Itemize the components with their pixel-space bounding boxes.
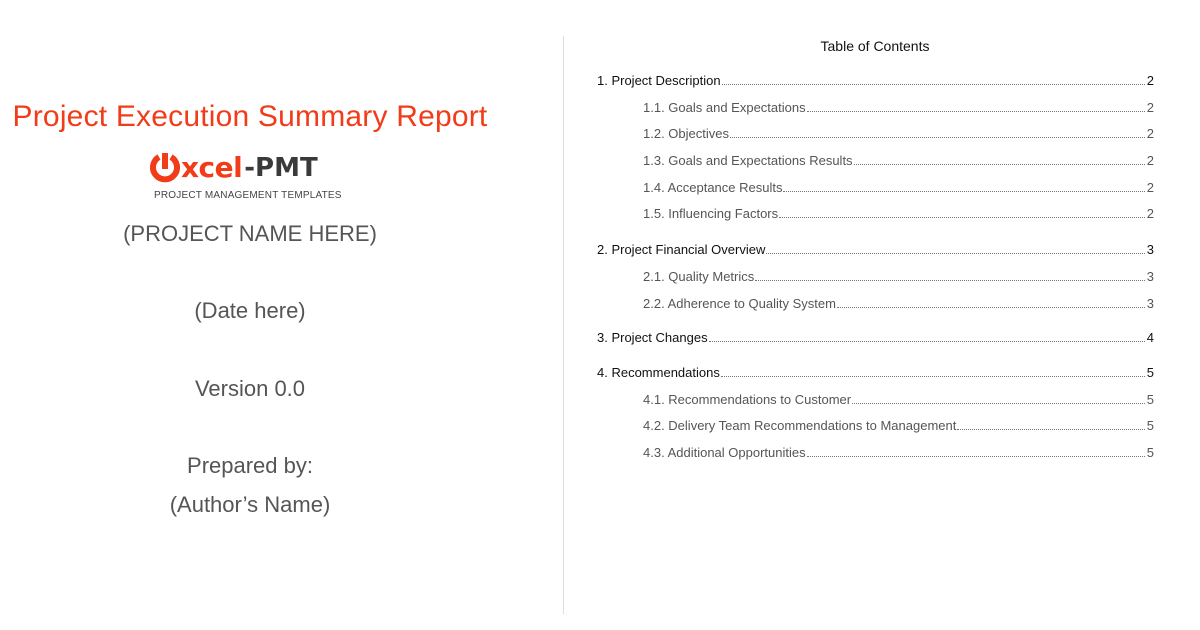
toc-page-number: 3 [1146, 269, 1154, 284]
toc-leader [779, 217, 1145, 218]
toc-entry-text: 2.1. Quality Metrics [643, 269, 755, 284]
cover-page [0, 0, 500, 630]
toc-page-number: 5 [1146, 418, 1154, 433]
toc-entry[interactable] [597, 365, 1154, 381]
toc-entry[interactable] [643, 206, 1154, 222]
toc-page-number: 5 [1146, 392, 1154, 407]
toc-page-number: 2 [1146, 206, 1154, 221]
toc-entry-text: 1.2. Objectives [643, 126, 729, 141]
toc-leader [783, 191, 1144, 192]
toc-entry-text: 4. Recommendations [597, 365, 720, 380]
toc-entry[interactable] [597, 242, 1154, 258]
toc-leader [709, 341, 1145, 342]
toc-entry-text: 4.1. Recommendations to Customer [643, 392, 852, 407]
logo-wordmark [150, 150, 318, 186]
toc-page-number: 5 [1146, 445, 1154, 460]
project-name: (PROJECT NAME HERE) [123, 221, 377, 246]
toc-entry[interactable] [643, 153, 1154, 169]
toc-entry[interactable] [643, 180, 1154, 196]
toc-page-number: 2 [1146, 153, 1154, 168]
toc-entry[interactable] [643, 126, 1154, 142]
toc-leader [837, 307, 1145, 308]
toc-entry-text: 1.4. Acceptance Results [643, 180, 783, 195]
logo-name-part1: xcel [181, 151, 243, 184]
toc-entry-text: 1.3. Goals and Expectations Results [643, 153, 853, 168]
toc-page-number: 2 [1146, 73, 1154, 88]
toc-leader [722, 84, 1145, 85]
toc-heading: Table of Contents [820, 38, 930, 54]
toc-page-number: 3 [1146, 242, 1154, 257]
toc-leader [957, 429, 1144, 430]
toc-entry[interactable] [643, 445, 1154, 461]
toc-leader [854, 164, 1145, 165]
logo-power-icon [150, 150, 180, 186]
toc-page-number: 2 [1146, 180, 1154, 195]
toc-entry[interactable] [597, 73, 1154, 89]
toc-entry-text: 2.2. Adherence to Quality System [643, 296, 836, 311]
toc-leader [807, 111, 1145, 112]
toc-leader [852, 403, 1145, 404]
report-version: Version 0.0 [194, 376, 306, 401]
toc-entry[interactable] [643, 296, 1154, 312]
toc-entry-text: 3. Project Changes [597, 330, 708, 345]
report-date: (Date here) [194, 298, 306, 323]
prepared-by-label: Prepared by: [187, 453, 313, 478]
toc-entry[interactable] [643, 418, 1154, 434]
toc-page-number: 2 [1146, 126, 1154, 141]
report-title: Project Execution Summary Report [12, 100, 488, 133]
excel-pmt-logo [150, 150, 350, 206]
toc-page-number: 4 [1146, 330, 1154, 345]
toc-entry[interactable] [643, 269, 1154, 285]
toc-page-number: 2 [1146, 100, 1154, 115]
toc-leader [721, 376, 1145, 377]
logo-name-part2: -PMT [244, 153, 318, 183]
toc-entry-text: 4.3. Additional Opportunities [643, 445, 806, 460]
toc-entry[interactable] [597, 330, 1154, 346]
logo-tagline: PROJECT MANAGEMENT TEMPLATES [154, 190, 342, 201]
toc-page-number: 5 [1146, 365, 1154, 380]
toc-entry-text: 2. Project Financial Overview [597, 242, 766, 257]
toc-leader [730, 137, 1145, 138]
page-divider [563, 36, 564, 614]
author-name: (Author’s Name) [169, 492, 331, 517]
toc-entry-text: 1.1. Goals and Expectations [643, 100, 806, 115]
toc-leader [755, 280, 1145, 281]
toc-page-number: 3 [1146, 296, 1154, 311]
toc-entry-text: 1.5. Influencing Factors [643, 206, 779, 221]
toc-entry-text: 4.2. Delivery Team Recommendations to Management [643, 418, 957, 433]
toc-entry[interactable] [643, 392, 1154, 408]
toc-leader [766, 253, 1144, 254]
toc-entry[interactable] [643, 100, 1154, 116]
toc-leader [807, 456, 1145, 457]
toc-entry-text: 1. Project Description [597, 73, 721, 88]
